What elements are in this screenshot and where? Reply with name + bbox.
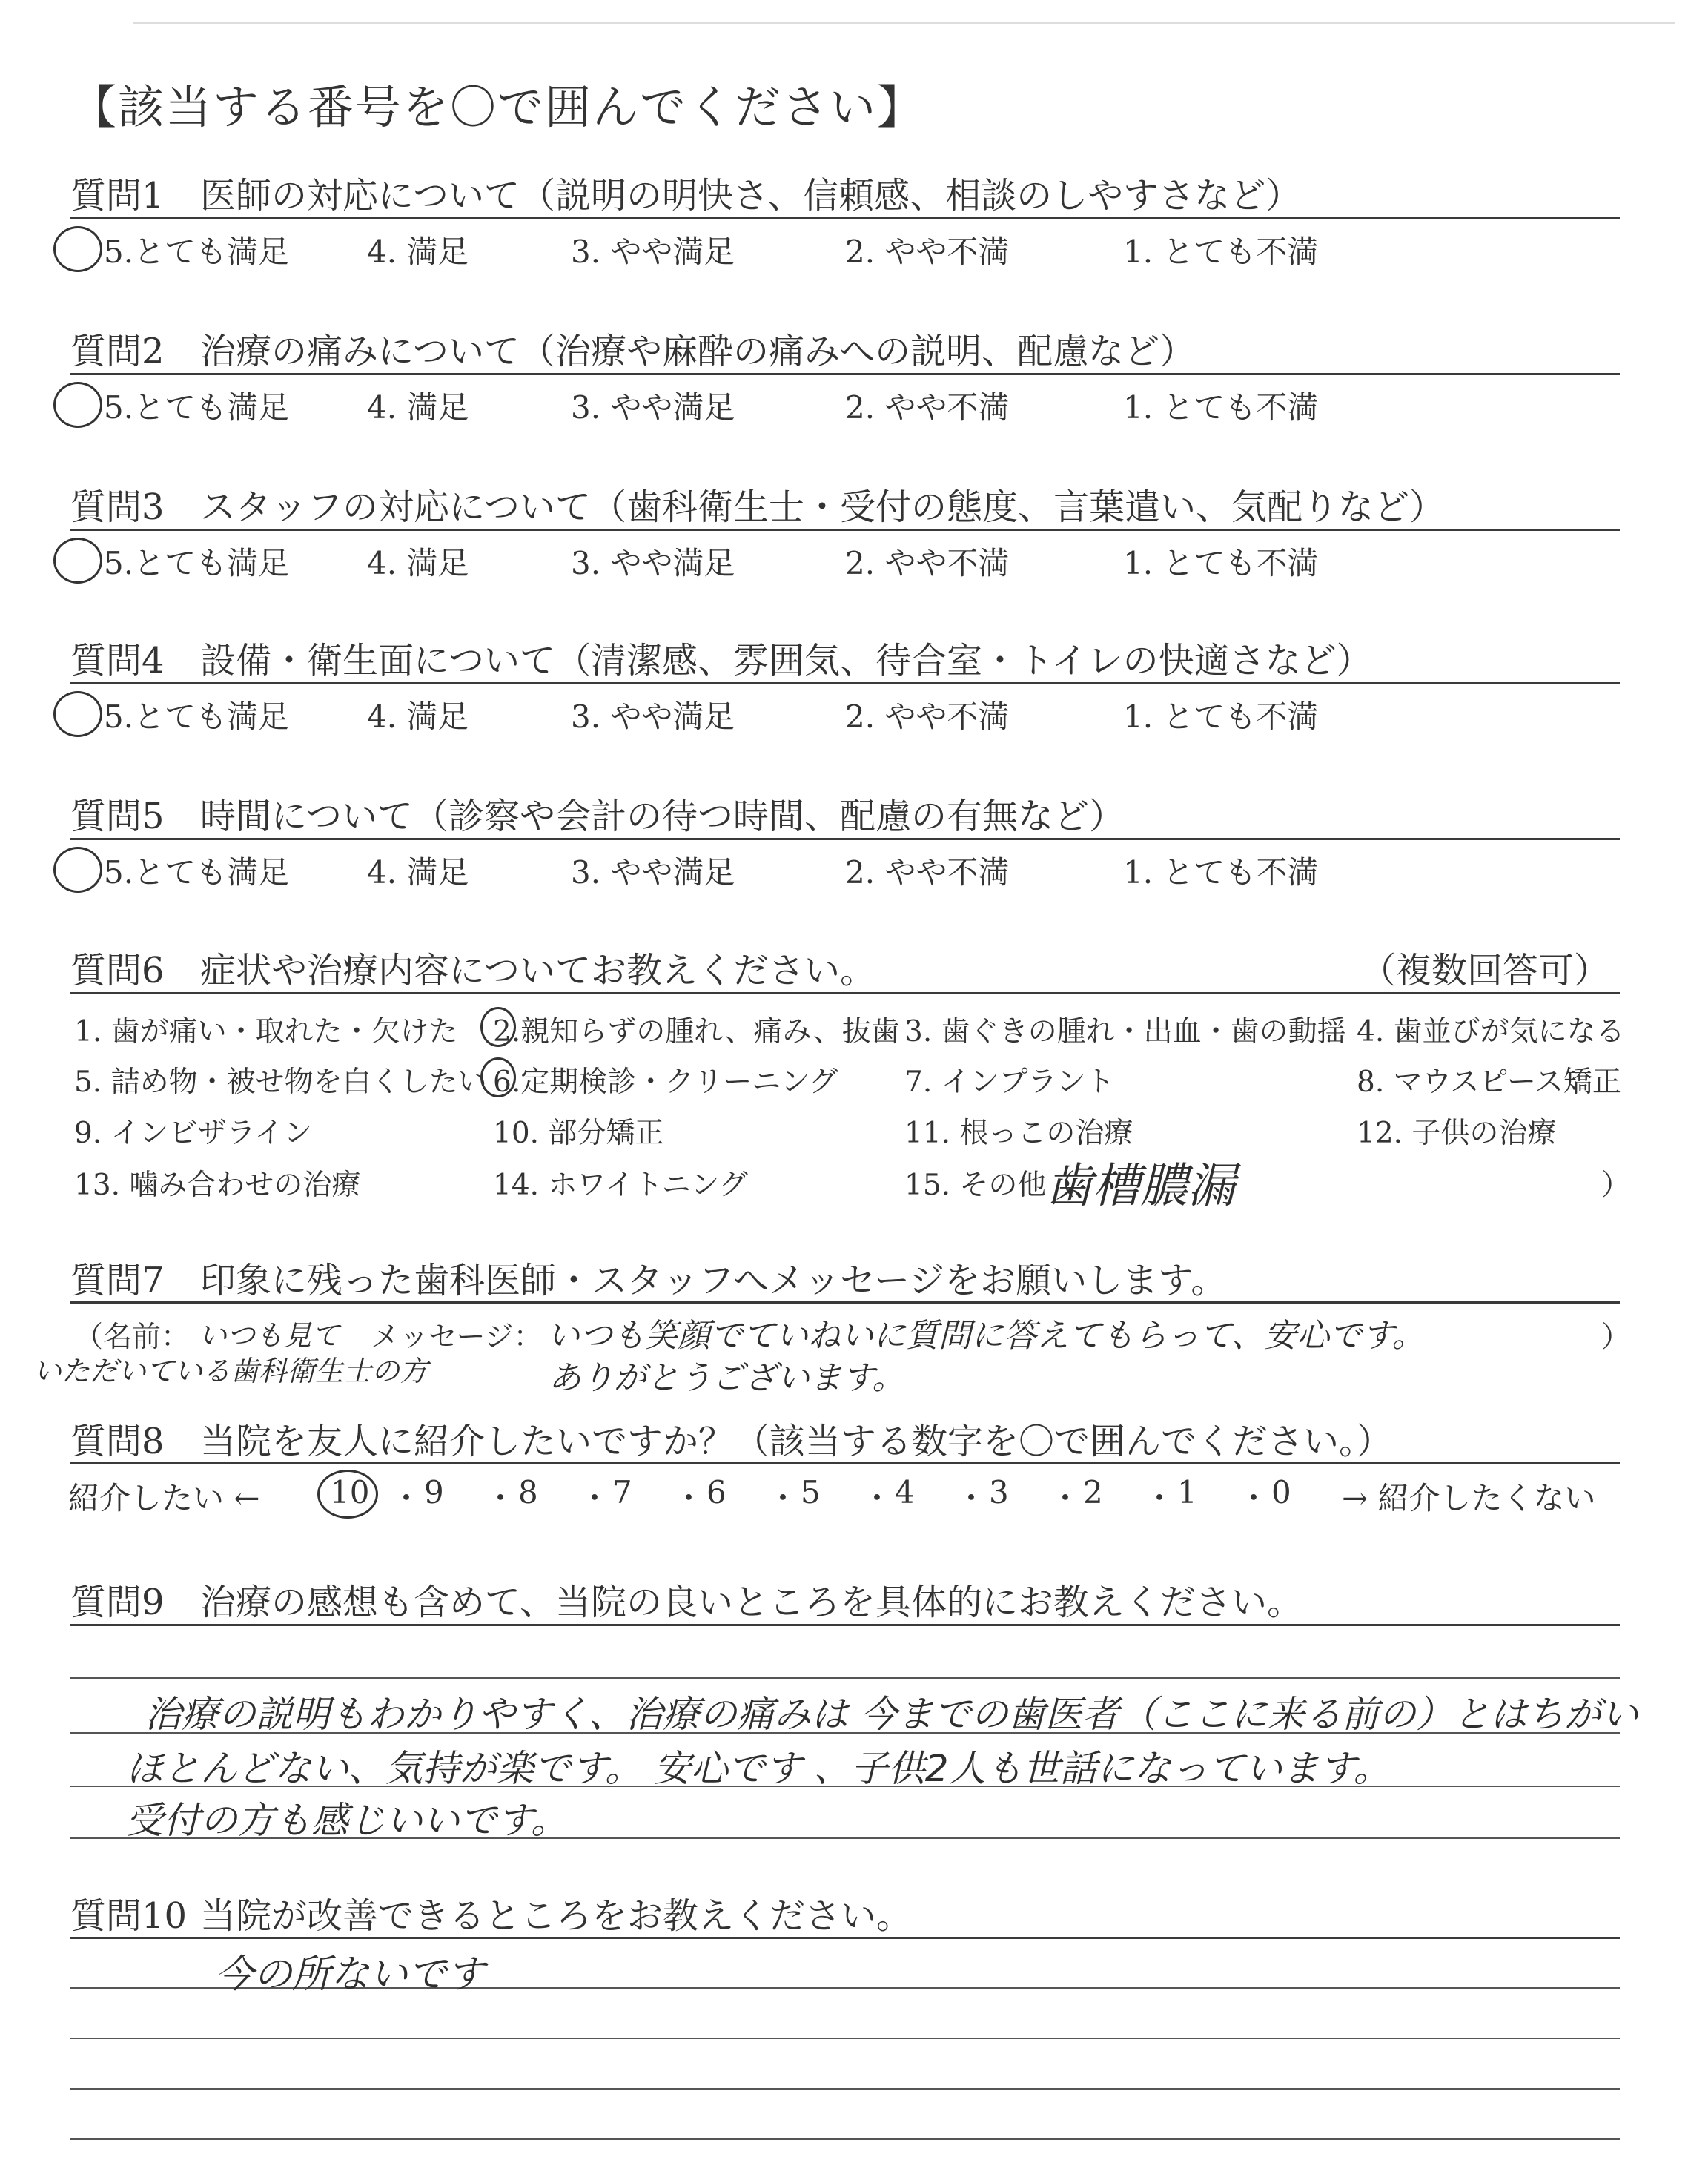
q8-scale-3[interactable]: 3	[989, 1474, 1009, 1510]
q1-option-4[interactable]: 4. 満足	[367, 234, 469, 270]
q9-label: 質問9	[70, 1582, 165, 1623]
q6-option-9[interactable]: 9. インビザライン	[74, 1117, 313, 1150]
q5-option-3[interactable]: 3. やや満足	[571, 854, 735, 891]
q6-text: 症状や治療内容についてお教えください。	[200, 950, 876, 991]
q6-option-13[interactable]: 13. 噛み合わせの治療	[74, 1169, 361, 1202]
q1-option-1[interactable]: 1. とても不満	[1123, 234, 1319, 270]
q6-option-14[interactable]: 14. ホワイトニング	[493, 1169, 748, 1202]
q9-answer-line-2: ほとんどない、気持が楽です。 安心です 、子供2人も世話になっています。	[126, 1747, 1391, 1790]
q6-option-12[interactable]: 12. 子供の治療	[1357, 1117, 1557, 1150]
q4-option-4[interactable]: 4. 満足	[367, 698, 469, 735]
q5-underline	[70, 838, 1620, 840]
q10-ruled-line	[70, 2038, 1620, 2039]
q8-scale-9[interactable]: 9	[424, 1474, 444, 1510]
q6-option-10[interactable]: 10. 部分矯正	[493, 1117, 664, 1150]
q5-text: 時間について（診察や会計の待つ時間、配慮の有無など）	[200, 796, 1125, 837]
q7-close-paren: ）	[1601, 1321, 1631, 1354]
q8-scale-separator: ・	[767, 1480, 799, 1516]
q6-option-7[interactable]: 7. インプラント	[904, 1066, 1115, 1099]
q3-option-3[interactable]: 3. やや満足	[571, 545, 735, 581]
q6-option-15[interactable]: 15. その他（	[904, 1169, 1076, 1202]
q4-option-5[interactable]: 5.とても満足	[104, 698, 290, 735]
q10-answer-line-1: 今の所ないです	[215, 1952, 486, 1997]
q2-label: 質問2	[70, 331, 165, 372]
q8-scale-separator: ・	[956, 1480, 987, 1516]
q7-message-handwritten-2: ありがとうございます。	[549, 1359, 905, 1397]
q7-name-label: （名前：	[74, 1321, 191, 1354]
q6-option-8[interactable]: 8. マウスピース矯正	[1357, 1066, 1621, 1099]
q3-text: スタッフの対応について（歯科衛生士・受付の態度、言葉遣い、気配りなど）	[200, 486, 1446, 528]
q2-option-5[interactable]: 5.とても満足	[104, 389, 290, 426]
q5-answer-circle	[53, 847, 102, 893]
q1-option-2[interactable]: 2. やや不満	[845, 234, 1010, 270]
q8-text: 当院を友人に紹介したいですか？（該当する数字を〇で囲んでください。）	[200, 1421, 1393, 1462]
q8-scale-6[interactable]: 6	[706, 1474, 726, 1510]
q9-ruled-line	[70, 1677, 1620, 1679]
q3-option-4[interactable]: 4. 満足	[367, 545, 469, 581]
q8-label: 質問8	[70, 1421, 165, 1462]
q4-answer-circle	[53, 691, 102, 737]
q6-option-11[interactable]: 11. 根っこの治療	[904, 1117, 1133, 1150]
q1-text: 医師の対応について（説明の明快さ、信頼感、相談のしやすさなど）	[200, 175, 1302, 217]
q3-answer-circle	[53, 538, 102, 584]
q6-option-5[interactable]: 5. 詰め物・被せ物を白くしたい	[74, 1066, 487, 1099]
q5-option-1[interactable]: 1. とても不満	[1123, 854, 1319, 891]
q8-left-label: 紹介したい ←	[68, 1480, 260, 1516]
q7-label: 質問7	[70, 1260, 165, 1301]
q2-option-1[interactable]: 1. とても不満	[1123, 389, 1319, 426]
q2-option-2[interactable]: 2. やや不満	[845, 389, 1010, 426]
q8-scale-2[interactable]: 2	[1083, 1474, 1103, 1510]
q6-option-4[interactable]: 4. 歯並びが気になる	[1357, 1015, 1625, 1048]
q6-note: （複数回答可）	[1360, 950, 1610, 991]
q8-scale-10[interactable]: 10	[330, 1474, 370, 1510]
q5-option-4[interactable]: 4. 満足	[367, 854, 469, 891]
q4-option-1[interactable]: 1. とても不満	[1123, 698, 1319, 735]
q8-scale-0[interactable]: 0	[1271, 1474, 1291, 1510]
q6-other-close: ）	[1601, 1169, 1631, 1202]
q6-circle-2	[480, 1007, 516, 1047]
q9-underline	[70, 1624, 1620, 1626]
q7-message-label: メッセージ：	[371, 1321, 543, 1354]
q3-underline	[70, 529, 1620, 531]
q8-scale-separator: ・	[391, 1480, 423, 1516]
q7-underline	[70, 1301, 1620, 1304]
q6-underline	[70, 992, 1620, 994]
q2-text: 治療の痛みについて（治療や麻酔の痛みへの説明、配慮など）	[200, 331, 1196, 372]
q10-text: 当院が改善できるところをお教えください。	[200, 1895, 913, 1937]
q2-answer-circle	[53, 382, 102, 428]
q1-answer-circle	[53, 226, 102, 272]
q2-underline	[70, 373, 1620, 375]
q5-option-2[interactable]: 2. やや不満	[845, 854, 1010, 891]
q1-option-5[interactable]: 5.とても満足	[104, 234, 290, 270]
q8-answer-circle	[317, 1470, 378, 1519]
q8-scale-separator: ・	[1050, 1480, 1082, 1516]
q7-message-handwritten-1: いつも笑顔でていねいに質問に答えてもらって、安心です。	[547, 1317, 1425, 1355]
q8-scale-separator: ・	[1144, 1480, 1176, 1516]
q3-option-5[interactable]: 5.とても満足	[104, 545, 290, 581]
q1-underline	[70, 217, 1620, 219]
q8-scale-7[interactable]: 7	[612, 1474, 632, 1510]
q1-label: 質問1	[70, 175, 165, 217]
q3-option-2[interactable]: 2. やや不満	[845, 545, 1010, 581]
q8-underline	[70, 1462, 1620, 1464]
q10-label: 質問10	[70, 1895, 188, 1937]
q4-option-2[interactable]: 2. やや不満	[845, 698, 1010, 735]
q4-option-3[interactable]: 3. やや満足	[571, 698, 735, 735]
q7-text: 印象に残った歯科医師・スタッフへメッセージをお願いします。	[200, 1260, 1227, 1301]
q9-answer-line-3: 受付の方も感じいいです。	[126, 1799, 568, 1842]
q6-option-1[interactable]: 1. 歯が痛い・取れた・欠けた	[74, 1015, 458, 1048]
page-title: 【該当する番号を〇で囲んでください】	[70, 80, 925, 134]
q6-option-3[interactable]: 3. 歯ぐきの腫れ・出血・歯の動揺	[904, 1015, 1346, 1048]
q6-circle-6	[480, 1057, 516, 1097]
q8-scale-1[interactable]: 1	[1177, 1474, 1197, 1510]
q2-option-3[interactable]: 3. やや満足	[571, 389, 735, 426]
q6-label: 質問6	[70, 950, 165, 991]
q8-scale-5[interactable]: 5	[801, 1474, 821, 1510]
q8-right-label: → 紹介したくない	[1342, 1480, 1596, 1516]
q2-option-4[interactable]: 4. 満足	[367, 389, 469, 426]
q8-scale-separator: ・	[579, 1480, 611, 1516]
q4-underline	[70, 682, 1620, 684]
q8-scale-separator: ・	[673, 1480, 705, 1516]
q6-option-6[interactable]: 6.定期検診・クリーニング	[493, 1066, 838, 1099]
q4-label: 質問4	[70, 640, 165, 681]
q9-answer-line-1: 治療の説明もわかりやすく、治療の痛みは 今までの歯医者（ここに来る前の）とはちがい	[145, 1693, 1638, 1736]
page-top-edge	[133, 22, 1675, 24]
q10-ruled-line	[70, 2138, 1620, 2140]
q6-other-handwritten: 歯槽膿漏	[1045, 1159, 1235, 1214]
q8-scale-8[interactable]: 8	[518, 1474, 538, 1510]
q10-underline	[70, 1937, 1620, 1939]
q8-scale-separator: ・	[1238, 1480, 1270, 1516]
q5-option-5[interactable]: 5.とても満足	[104, 854, 290, 891]
q8-scale-separator: ・	[861, 1480, 893, 1516]
q7-name-handwritten-2: いただいている歯科衛生士の方	[33, 1355, 428, 1387]
q6-option-2[interactable]: 2.親知らずの腫れ、痛み、抜歯	[493, 1015, 900, 1048]
q9-text: 治療の感想も含めて、当院の良いところを具体的にお教えください。	[200, 1582, 1303, 1623]
q10-ruled-line	[70, 2088, 1620, 2090]
q3-option-1[interactable]: 1. とても不満	[1123, 545, 1319, 581]
q8-scale-separator: ・	[485, 1480, 517, 1516]
q8-scale-4[interactable]: 4	[895, 1474, 915, 1510]
q4-text: 設備・衛生面について（清潔感、雰囲気、待合室・トイレの快適さなど）	[200, 640, 1372, 681]
q5-label: 質問5	[70, 796, 165, 837]
q3-label: 質問3	[70, 486, 165, 528]
q7-name-handwritten-1: いつも見て	[199, 1319, 340, 1352]
q1-option-3[interactable]: 3. やや満足	[571, 234, 735, 270]
